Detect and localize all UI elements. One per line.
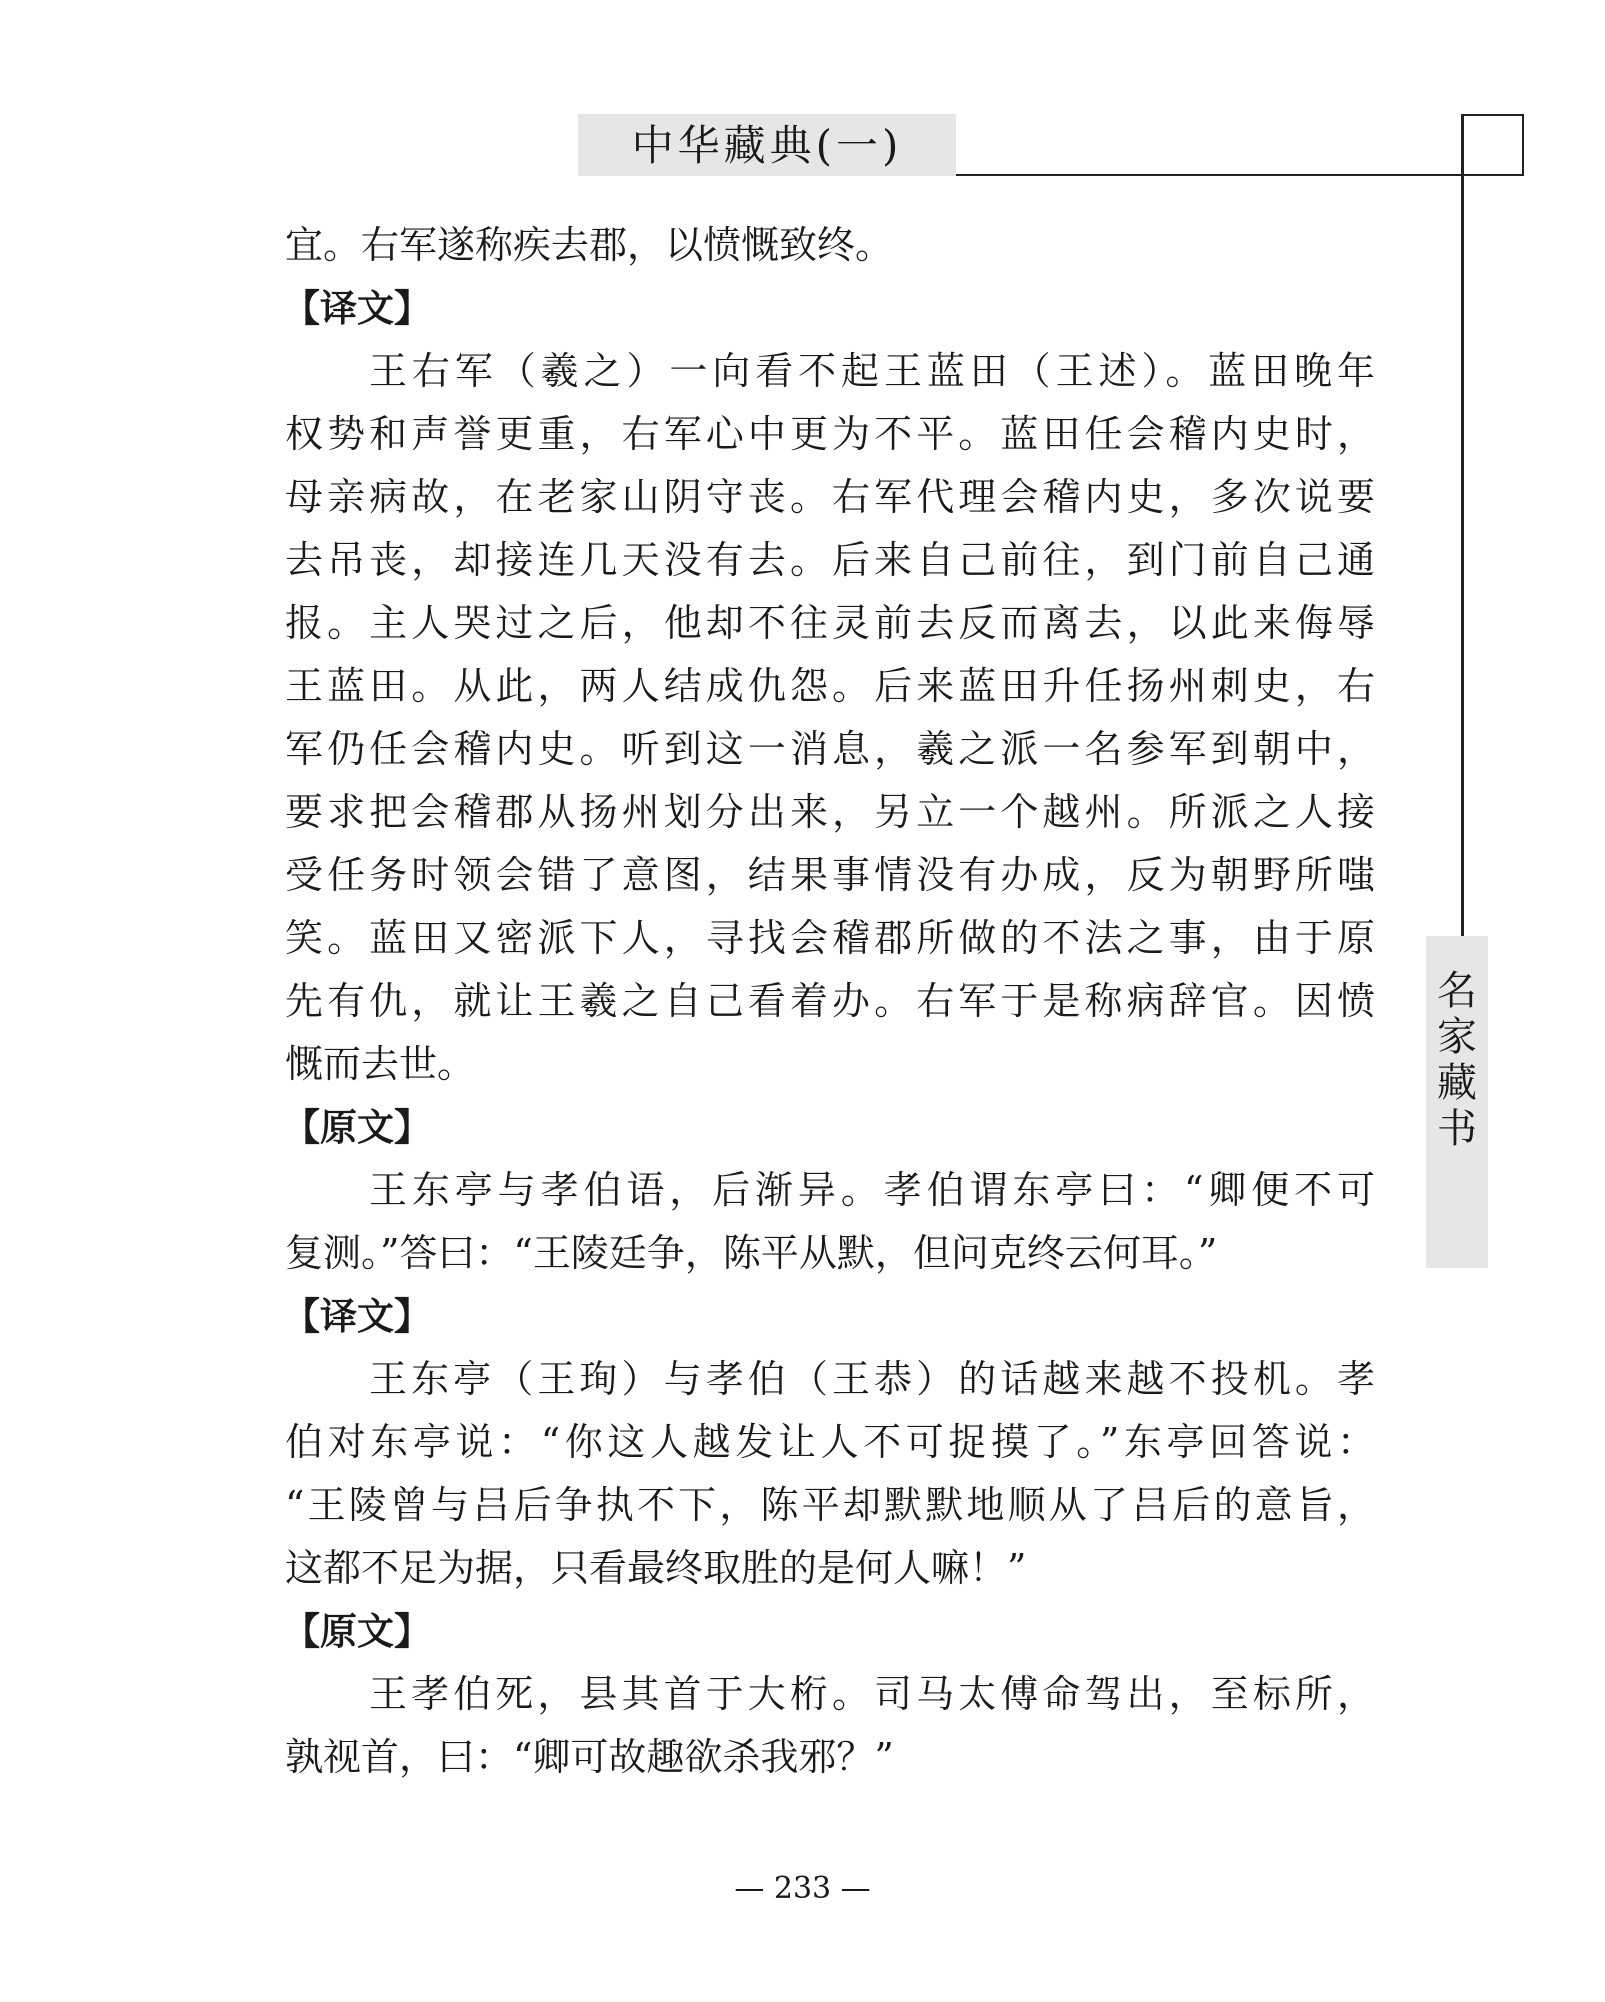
text-line: 先有仇，就让王羲之自己看着办。右军于是称病辞官。因愤 [285, 979, 1375, 1023]
paragraph [285, 340, 1375, 1096]
text-line: 军仍任会稽内史。听到这一消息，羲之派一名参军到朝中， [285, 727, 1375, 771]
text-line: 权势和声誉更重，右军心中更为不平。蓝田任会稽内史时， [285, 412, 1375, 456]
section-label: 【原文】 [283, 1106, 431, 1149]
text-line: 王蓝田。从此，两人结成仇怨。后来蓝田升任扬州刺史，右 [285, 664, 1375, 708]
text-line: 这都不足为据，只看最终取胜的是何人嘛！” [285, 1546, 1027, 1590]
paragraph [285, 1159, 1375, 1285]
text-line: 受任务时领会错了意图，结果事情没有办成，反为朝野所嗤 [285, 853, 1375, 897]
side-tab-char: 家 [1437, 1014, 1477, 1060]
text-line: “王陵曾与吕后争执不下，陈平却默默地顺从了吕后的意旨， [285, 1483, 1375, 1527]
paragraph [285, 1663, 1375, 1789]
text-line: 王孝伯死，县其首于大桁。司马太傅命驾出，至标所， [369, 1672, 1375, 1716]
vertical-rule [1461, 114, 1464, 936]
page-body [285, 214, 1375, 1789]
text-line: 要求把会稽郡从扬州划分出来，另立一个越州。所派之人接 [285, 790, 1375, 834]
side-tab-label [1426, 968, 1488, 1152]
text-line: 笑。蓝田又密派下人，寻找会稽郡所做的不法之事，由于原 [285, 916, 1375, 960]
text-line: 孰视首，曰：“卿可故趣欲杀我邪？” [285, 1735, 894, 1779]
paragraph [285, 1348, 1375, 1600]
book-title: 中华藏典(一) [631, 121, 903, 170]
text-line: 宜。右军遂称疾去郡，以愤慨致终。 [285, 223, 894, 267]
corner-square-ornament [1462, 114, 1524, 176]
section-label: 【原文】 [283, 1610, 431, 1653]
text-line: 王东亭（王珣）与孝伯（王恭）的话越来越不投机。孝 [369, 1357, 1375, 1401]
text-line: 去吊丧，却接连几天没有去。后来自己前往，到门前自己通 [285, 538, 1375, 582]
side-tab-char: 藏 [1437, 1060, 1477, 1106]
text-line: 王右军（羲之）一向看不起王蓝田（王述）。蓝田晚年 [369, 349, 1375, 393]
page-number: — 233 — [734, 1871, 871, 1906]
header-rule [956, 174, 1462, 176]
text-line: 伯对东亭说：“你这人越发让人不可捉摸了。”东亭回答说： [285, 1420, 1375, 1464]
section-label: 【译文】 [283, 287, 431, 330]
text-line: 报。主人哭过之后，他却不往灵前去反而离去，以此来侮辱 [285, 601, 1375, 645]
paragraph [285, 214, 1375, 277]
side-tab-char: 书 [1437, 1106, 1477, 1152]
section-label: 【译文】 [283, 1295, 431, 1338]
text-line: 母亲病故，在老家山阴守丧。右军代理会稽内史，多次说要 [285, 475, 1375, 519]
text-line: 复测。”答曰：“王陵廷争，陈平从默，但问克终云何耳。” [285, 1231, 1218, 1275]
text-line: 王东亭与孝伯语，后渐异。孝伯谓东亭曰：“卿便不可 [369, 1168, 1375, 1212]
side-tab-char: 名 [1437, 968, 1477, 1014]
text-line: 慨而去世。 [285, 1042, 476, 1086]
